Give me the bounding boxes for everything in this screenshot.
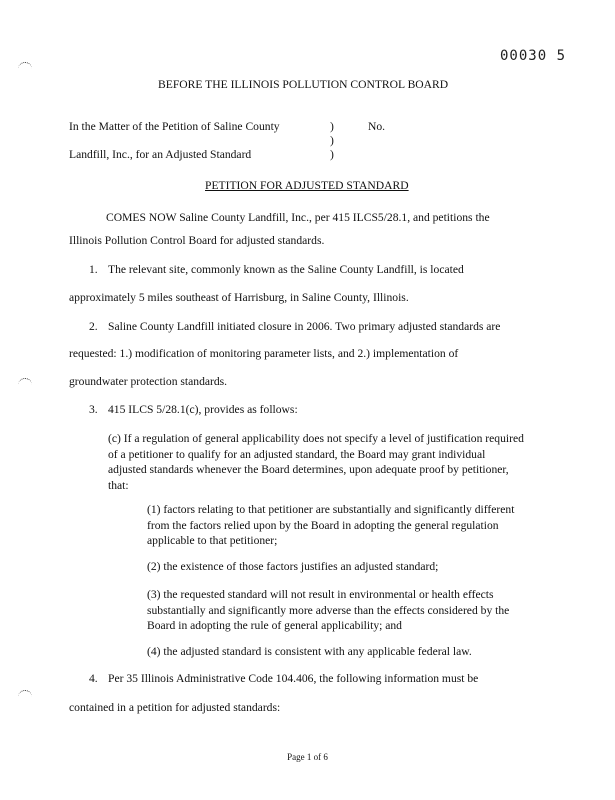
item-1-line-2: approximately 5 miles southeast of Harrisburg, in Saline County, Illinois. xyxy=(69,291,409,304)
quote-line: applicable to that petitioner; xyxy=(147,534,278,547)
item-number: 3. xyxy=(89,403,98,416)
page-number-footer: Page 1 of 6 xyxy=(287,752,328,762)
quote-line: (4) the adjusted standard is consistent with any applicable federal law. xyxy=(147,645,472,658)
quote-line: from the factors relied upon by the Board in adopting the general regulation xyxy=(147,518,499,532)
quote-line: adjusted standards whenever the Board determines, upon adequate proof by petitioner, xyxy=(108,463,509,476)
punch-hole-mark xyxy=(18,62,32,71)
quote-line: (3) the requested standard will not result in environmental or health effects xyxy=(147,588,494,601)
quoted-subitem-2 xyxy=(147,559,438,575)
item-4-line-2: contained in a petition for adjusted standards: xyxy=(69,701,281,714)
item-1-line-1: The relevant site, commonly known as the Saline County Landfill, is located xyxy=(108,263,464,276)
intro-line-1: COMES NOW Saline County Landfill, Inc., per 415 ILCS5/28.1, and petitions the xyxy=(106,211,490,224)
quote-line: Board in adopting the rule of general applicability; and xyxy=(147,619,402,632)
caption-paren: ) xyxy=(330,120,334,133)
quoted-subitem-1 xyxy=(147,502,514,549)
item-number: 2. xyxy=(89,320,98,333)
quoted-subitem-4 xyxy=(147,644,472,660)
quote-line: (1) factors relating to that petitioner are substantially and significantly different xyxy=(147,503,515,516)
court-heading: BEFORE THE ILLINOIS POLLUTION CONTROL BOARD xyxy=(158,78,449,91)
quote-line: of a petitioner to qualify for an adjusted standard, the Board may grant individual xyxy=(108,447,486,461)
caption-line-2: Landfill, Inc., for an Adjusted Standard xyxy=(69,148,252,161)
item-2-line-1: Saline County Landfill initiated closure in 2006. Two primary adjusted standards are xyxy=(108,320,501,333)
document-stamp-number: 00030 5 xyxy=(500,48,567,64)
caption-paren: ) xyxy=(330,148,334,161)
quoted-subitem-3 xyxy=(147,587,509,634)
case-number-label: No. xyxy=(368,120,386,133)
item-3-line-1: 415 ILCS 5/28.1(c), provides as follows: xyxy=(108,403,298,416)
caption-paren: ) xyxy=(330,134,334,147)
caption-line-1: In the Matter of the Petition of Saline County xyxy=(69,120,280,133)
item-4-line-1: Per 35 Illinois Administrative Code 104.406, the following information must be xyxy=(108,672,479,685)
item-2-line-3: groundwater protection standards. xyxy=(69,375,228,388)
quote-line: substantially and significantly more adverse than the effects considered by the xyxy=(147,603,510,617)
document-title: PETITION FOR ADJUSTED STANDARD xyxy=(205,179,409,192)
punch-hole-mark xyxy=(18,378,32,387)
intro-line-2: Illinois Pollution Control Board for adjusted standards. xyxy=(69,234,325,247)
item-number: 1. xyxy=(89,263,98,276)
quoted-paragraph-c xyxy=(108,431,524,493)
punch-hole-mark xyxy=(18,690,32,699)
item-number: 4. xyxy=(89,672,98,685)
quote-line: (2) the existence of those factors justifies an adjusted standard; xyxy=(147,560,439,573)
quote-line: that: xyxy=(108,478,129,492)
item-2-line-2: requested: 1.) modification of monitoring parameter lists, and 2.) implementation of xyxy=(69,347,459,360)
quote-line: (c) If a regulation of general applicability does not specify a level of justification required xyxy=(108,432,524,445)
